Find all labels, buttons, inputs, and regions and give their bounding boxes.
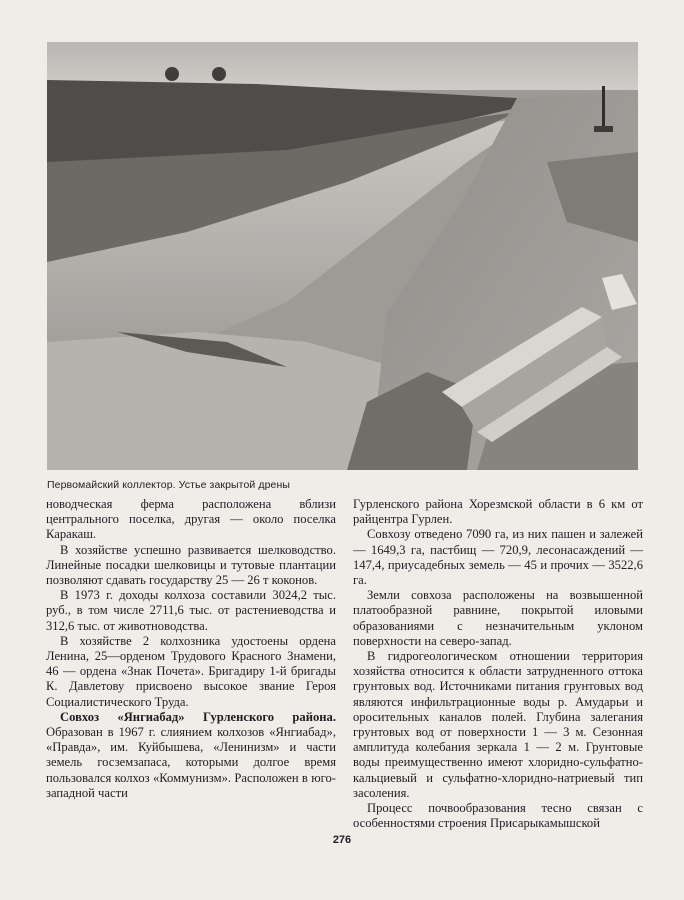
canal-photo xyxy=(47,42,638,470)
left-paragraph-3: В 1973 г. доходы колхоза составили 3024,2 тыс. руб., в том числе 2711,6 тыс. от растениеводства и 312,6 тыс. от животноводства. xyxy=(46,588,336,633)
canal-photo-image xyxy=(47,42,638,470)
right-paragraph-2: Совхозу отведено 7090 га, из них пашен и залежей — 1649,3 га, пастбищ — 720,9, лесонасаждений — 147,4, приусадебных земель — 45 и прочих — 3522,6 га. xyxy=(353,527,643,588)
page-number: 276 xyxy=(332,834,352,846)
left-paragraph-4: В хозяйстве 2 колхозника удостоены ордена Ленина, 25—орденом Трудового Красного Знамени, 46 — ордена «Знак Почета». Бригадиру 1-й бригады К. Давлетову присвоено высокое звание Героя Социалистического Труда. xyxy=(46,633,336,709)
left-paragraph-5 xyxy=(46,710,336,801)
left-paragraph-2: В хозяйстве успешно развивается шелководство. Линейные посадки шелковицы и тутовые плантации позволяют сдавать государству 25 — 26 т коконов. xyxy=(46,542,336,588)
section-body: Образован в 1967 г. слиянием колхозов «Янгиабад», «Правда», им. Куйбышева, «Ленинизм» и части земель госземзапаса, которыми долгое время пользовался колхоз «Коммунизм». Расположен в юго-западной части xyxy=(46,725,336,800)
right-paragraph-5: Процесс почвообразования тесно связан с особенностями строения Присарыкамышской xyxy=(353,801,643,831)
photo-caption: Первомайский коллектор. Устье закрытой дрены xyxy=(47,479,291,491)
right-column xyxy=(353,497,643,831)
section-heading: Совхоз «Янгиабад» Гурленского района. xyxy=(60,709,336,724)
right-paragraph-4: В гидрогеологическом отношении территория хозяйства относится к области затрудненного оттока грунтовых вод. Источниками питания грунтовых вод являются инфильтрационные воды р. Амударьи и оросительных каналов полей. Глубина залегания грунтовых вод от поверхности 1 — 3 м. Сезонная амплитуда колебания зеркала 1 — 2 м. Грунтовые воды преимущественно имеют хлоридно-сульфатно-кальциевый и сульфатно-хлоридно-натриевый тип засоления. xyxy=(353,649,643,800)
left-paragraph-1: новодческая ферма расположена вблизи центрального поселка, другая — около поселка Каракаш. xyxy=(46,497,336,542)
right-paragraph-1: Гурленского района Хорезмской области в 6 км от райцентра Гурлен. xyxy=(353,497,643,527)
right-paragraph-3: Земли совхоза расположены на возвышенной платообразной равнине, покрытой иловыми образованиями с незначительным уклоном поверхности на северо-запад. xyxy=(353,588,643,648)
left-column xyxy=(46,497,336,801)
